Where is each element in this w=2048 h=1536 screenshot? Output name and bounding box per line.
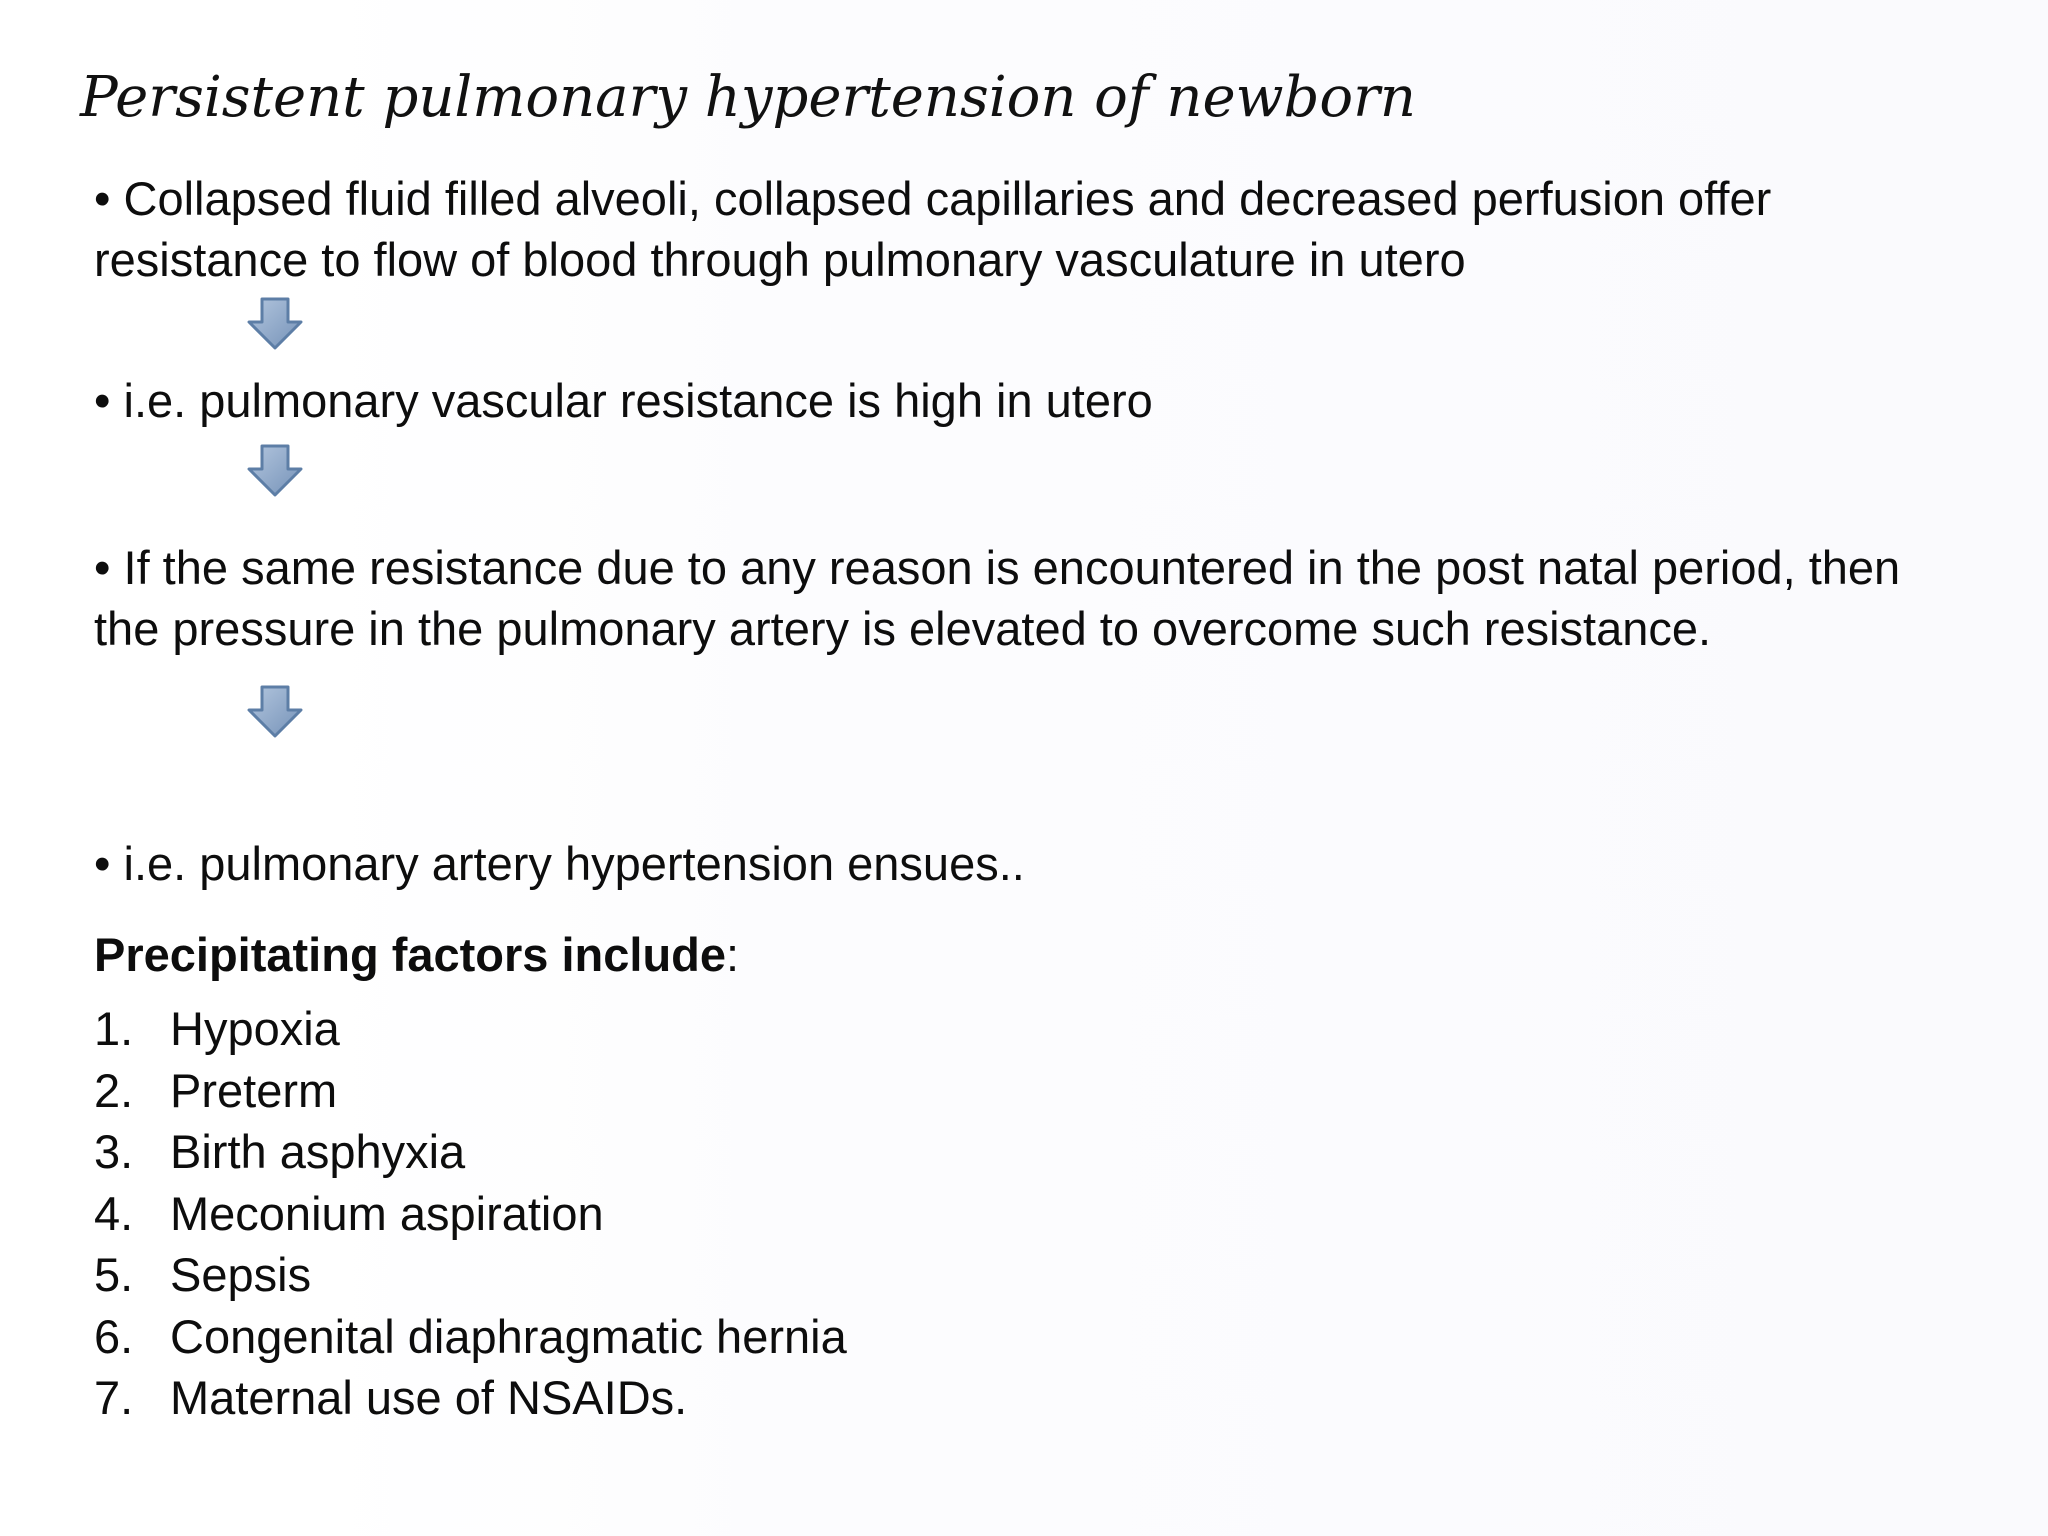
bullet-postnatal-resistance: • If the same resistance due to any reason is encountered in the post natal period, then the pressure in the pulmonary artery is elevated to overcome such resistance. (94, 541, 1901, 655)
down-arrow-icon (246, 443, 304, 499)
list-item: 4. Meconium aspiration (94, 1186, 604, 1240)
list-item: 7. Maternal use of NSAIDs. (94, 1371, 688, 1424)
list-item: 5. Sepsis (94, 1248, 312, 1301)
down-arrow-icon (246, 684, 304, 740)
factors-heading-colon: : (726, 928, 740, 981)
bullet-pvr-high: • i.e. pulmonary vascular resistance is high in utero (94, 374, 1153, 427)
list-item: 1. Hypoxia (94, 1002, 340, 1055)
slide-title: Persistent pulmonary hypertension of newborn (80, 65, 1416, 130)
factors-list (94, 998, 847, 1429)
down-arrow-icon (246, 296, 304, 352)
factors-heading-text: Precipitating factors include (94, 928, 727, 981)
list-item: 6. Congenital diaphragmatic hernia (94, 1309, 847, 1363)
list-item: 2. Preterm (94, 1063, 338, 1117)
list-item: 3. Birth asphyxia (94, 1125, 466, 1178)
bullet-collapsed-alveoli: • Collapsed fluid filled alveoli, collapsed capillaries and decreased perfusion offer resistance to flow of blood through pulmonary vasculature in utero (94, 172, 1772, 286)
bullet-hypertension-ensues: • i.e. pulmonary artery hypertension ensues.. (94, 837, 1025, 890)
factors-heading (94, 924, 739, 985)
